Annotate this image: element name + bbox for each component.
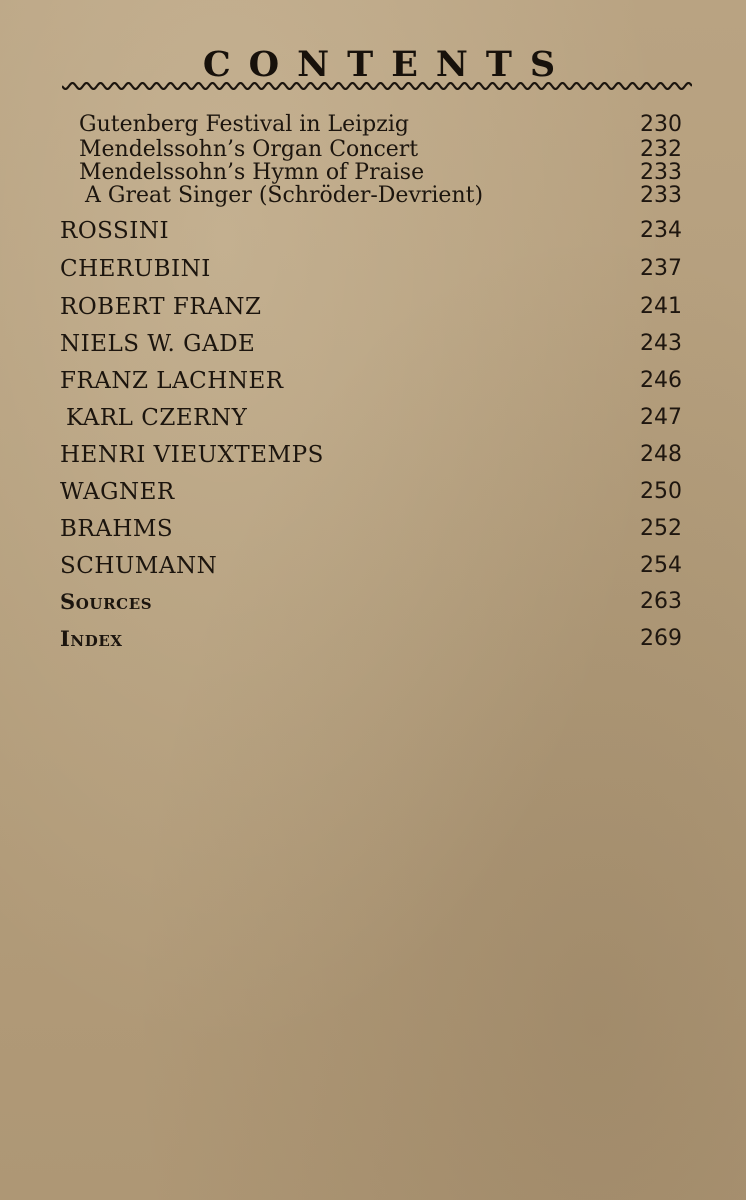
entry-title: FRANZ LACHNER: [60, 368, 284, 394]
entry-title: WAGNER: [60, 479, 175, 505]
contents-entry: [0, 183, 746, 217]
entry-title: Sources: [60, 589, 153, 614]
entry-title: NIELS W. GADE: [60, 331, 256, 357]
entry-title: Index: [60, 626, 123, 651]
entry-page-number: 246: [640, 368, 682, 393]
entry-page-number: 232: [640, 137, 682, 162]
entry-page-number: 237: [640, 256, 682, 281]
entry-title: ROSSINI: [60, 218, 170, 244]
entry-title: ROBERT FRANZ: [60, 294, 262, 320]
entry-page-number: 248: [640, 442, 682, 467]
entry-page-number: 254: [640, 553, 682, 578]
contents-entry: [0, 405, 746, 439]
contents-entry: [0, 442, 746, 476]
contents-entry: [0, 294, 746, 328]
entry-title: Gutenberg Festival in Leipzig: [79, 112, 409, 137]
entry-title: Mendelssohn’s Organ Concert: [79, 137, 419, 162]
contents-entry: [0, 589, 746, 623]
contents-entry: [0, 479, 746, 513]
contents-entry: [0, 256, 746, 290]
entry-page-number: 233: [640, 160, 682, 185]
entry-title: BRAHMS: [60, 516, 174, 542]
entry-title: A Great Singer (Schröder-Devrient): [85, 183, 484, 208]
entry-page-number: 241: [640, 294, 682, 319]
entry-page-number: 250: [640, 479, 682, 504]
entry-page-number: 247: [640, 405, 682, 430]
entry-title: CHERUBINI: [60, 256, 211, 282]
contents-entry: [0, 553, 746, 587]
entry-page-number: 233: [640, 183, 682, 208]
contents-entry: [0, 516, 746, 550]
contents-entry: [0, 626, 746, 660]
entry-page-number: 269: [640, 626, 682, 651]
contents-entry: [0, 331, 746, 365]
entry-title: Mendelssohn’s Hymn of Praise: [79, 160, 425, 185]
contents-entry: [0, 218, 746, 252]
entry-title: KARL CZERNY: [66, 405, 248, 431]
entry-page-number: 230: [640, 112, 682, 137]
entry-page-number: 243: [640, 331, 682, 356]
page-title: CONTENTS: [202, 44, 574, 85]
entry-page-number: 252: [640, 516, 682, 541]
entry-page-number: 234: [640, 218, 682, 243]
entry-title: SCHUMANN: [60, 553, 218, 579]
contents-entry: [0, 368, 746, 402]
entry-title: HENRI VIEUXTEMPS: [60, 442, 324, 468]
entry-page-number: 263: [640, 589, 682, 614]
